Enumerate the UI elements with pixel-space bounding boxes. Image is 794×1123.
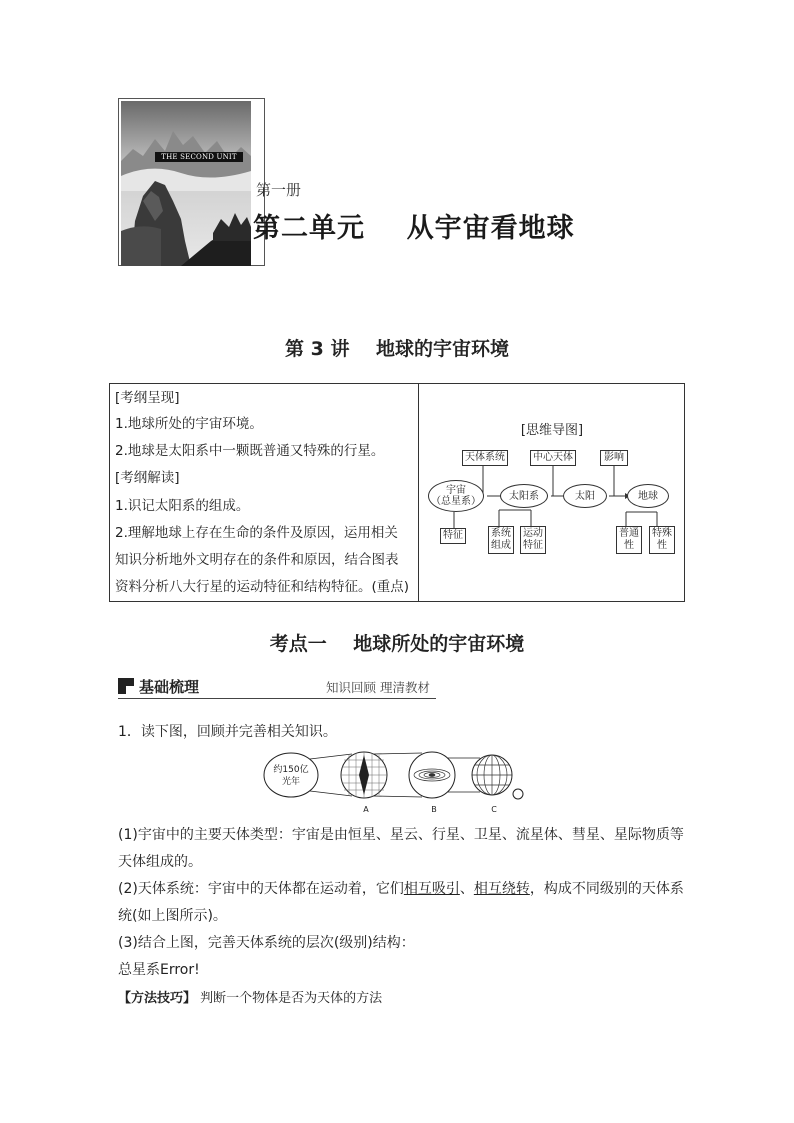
mindmap-box-ordinary: 普通 性 (616, 526, 642, 554)
mindmap-box-features: 特征 (440, 528, 466, 544)
figure-label-a: A (363, 805, 369, 814)
syllabus-line: 资料分析八大行星的运动特征和结构特征。(重点) (115, 579, 410, 595)
paragraph-2 (118, 878, 684, 898)
distance-label-line1: 约150亿 (273, 765, 309, 775)
unit-title: 第二单元 从宇宙看地球 (253, 213, 575, 244)
landscape-photo (121, 101, 251, 266)
paragraph-2-sep: 、 (459, 881, 474, 897)
mindmap-title: [思维导图] (520, 423, 584, 438)
mindmap-oval-solar-system: 太阳系 (500, 484, 548, 508)
mountain-landscape-image (121, 101, 251, 266)
paragraph-4: 总星系Error! (118, 962, 200, 978)
banner-subtitle: 知识回顾 理清教材 (326, 680, 430, 695)
book-volume: 第一册 (256, 181, 302, 199)
syllabus-heading-present: [考纲呈现] (115, 390, 180, 406)
figure-label-b: B (431, 805, 437, 814)
paragraph-1: (1)宇宙中的主要天体类型：宇宙是由恒星、星云、行星、卫星、流星体、彗星、星际物质等 (118, 827, 684, 843)
answer-mutual-revolution: 相互绕转 (473, 881, 530, 897)
mindmap-box-motion: 运动 特征 (520, 526, 546, 554)
mindmap-box-celestial-system: 天体系统 (462, 450, 508, 466)
mindmap-oval-sun: 太阳 (563, 484, 607, 508)
syllabus-line: 1.地球所处的宇宙环境。 (115, 416, 263, 432)
syllabus-line: 2.地球是太阳系中一颗既普通又特殊的行星。 (115, 443, 385, 459)
celestial-system-figure (262, 750, 532, 816)
method-tag: 【方法技巧】 (118, 991, 197, 1006)
mindmap-oval-universe: 宇宙 （总星系） (428, 480, 484, 512)
answer-mutual-attraction: 相互吸引 (403, 881, 460, 897)
paragraph-2-text: (2)天体系统：宇宙中的天体都在运动着，它们 (118, 881, 404, 897)
syllabus-line: 2.理解地球上存在生命的条件及原因，运用相关 (115, 525, 398, 541)
banner-title: 基础梳理 (139, 678, 200, 696)
mindmap-box-central-body: 中心天体 (530, 450, 576, 466)
mindmap-box-composition: 系统 组成 (488, 526, 514, 554)
unit-english-tag: THE SECOND UNIT (155, 152, 243, 162)
syllabus-line: 知识分析地外文明存在的条件和原因，结合图表 (115, 552, 399, 568)
syllabus-line: 1.识记太阳系的组成。 (115, 498, 250, 514)
section-title: 考点一 地球所处的宇宙环境 (269, 633, 525, 655)
mindmap-oval-earth: 地球 (627, 484, 669, 508)
mindmap-box-special: 特殊 性 (649, 526, 675, 554)
lecture-title: 第 3 讲 地球的宇宙环境 (285, 338, 509, 360)
method-text: 判断一个物体是否为天体的方法 (196, 991, 383, 1006)
banner-underline (118, 698, 436, 699)
paragraph-1-cont: 天体组成的。 (118, 854, 202, 870)
figure-label-c: C (491, 805, 497, 814)
banner-square-notch (126, 686, 134, 694)
method-tip (118, 987, 382, 1006)
paragraph-3: (3)结合上图，完善天体系统的层次(级别)结构： (118, 935, 415, 951)
mindmap-box-influence: 影响 (600, 450, 628, 466)
distance-label-line2: 光年 (281, 777, 301, 787)
paragraph-2-text-end: ，构成不同级别的天体系 (529, 881, 684, 897)
syllabus-heading-interpret: [考纲解读] (115, 470, 180, 486)
paragraph-2-cont: 统(如上图所示)。 (118, 908, 227, 924)
question-1: 1．读下图，回顾并完善相关知识。 (118, 724, 337, 740)
